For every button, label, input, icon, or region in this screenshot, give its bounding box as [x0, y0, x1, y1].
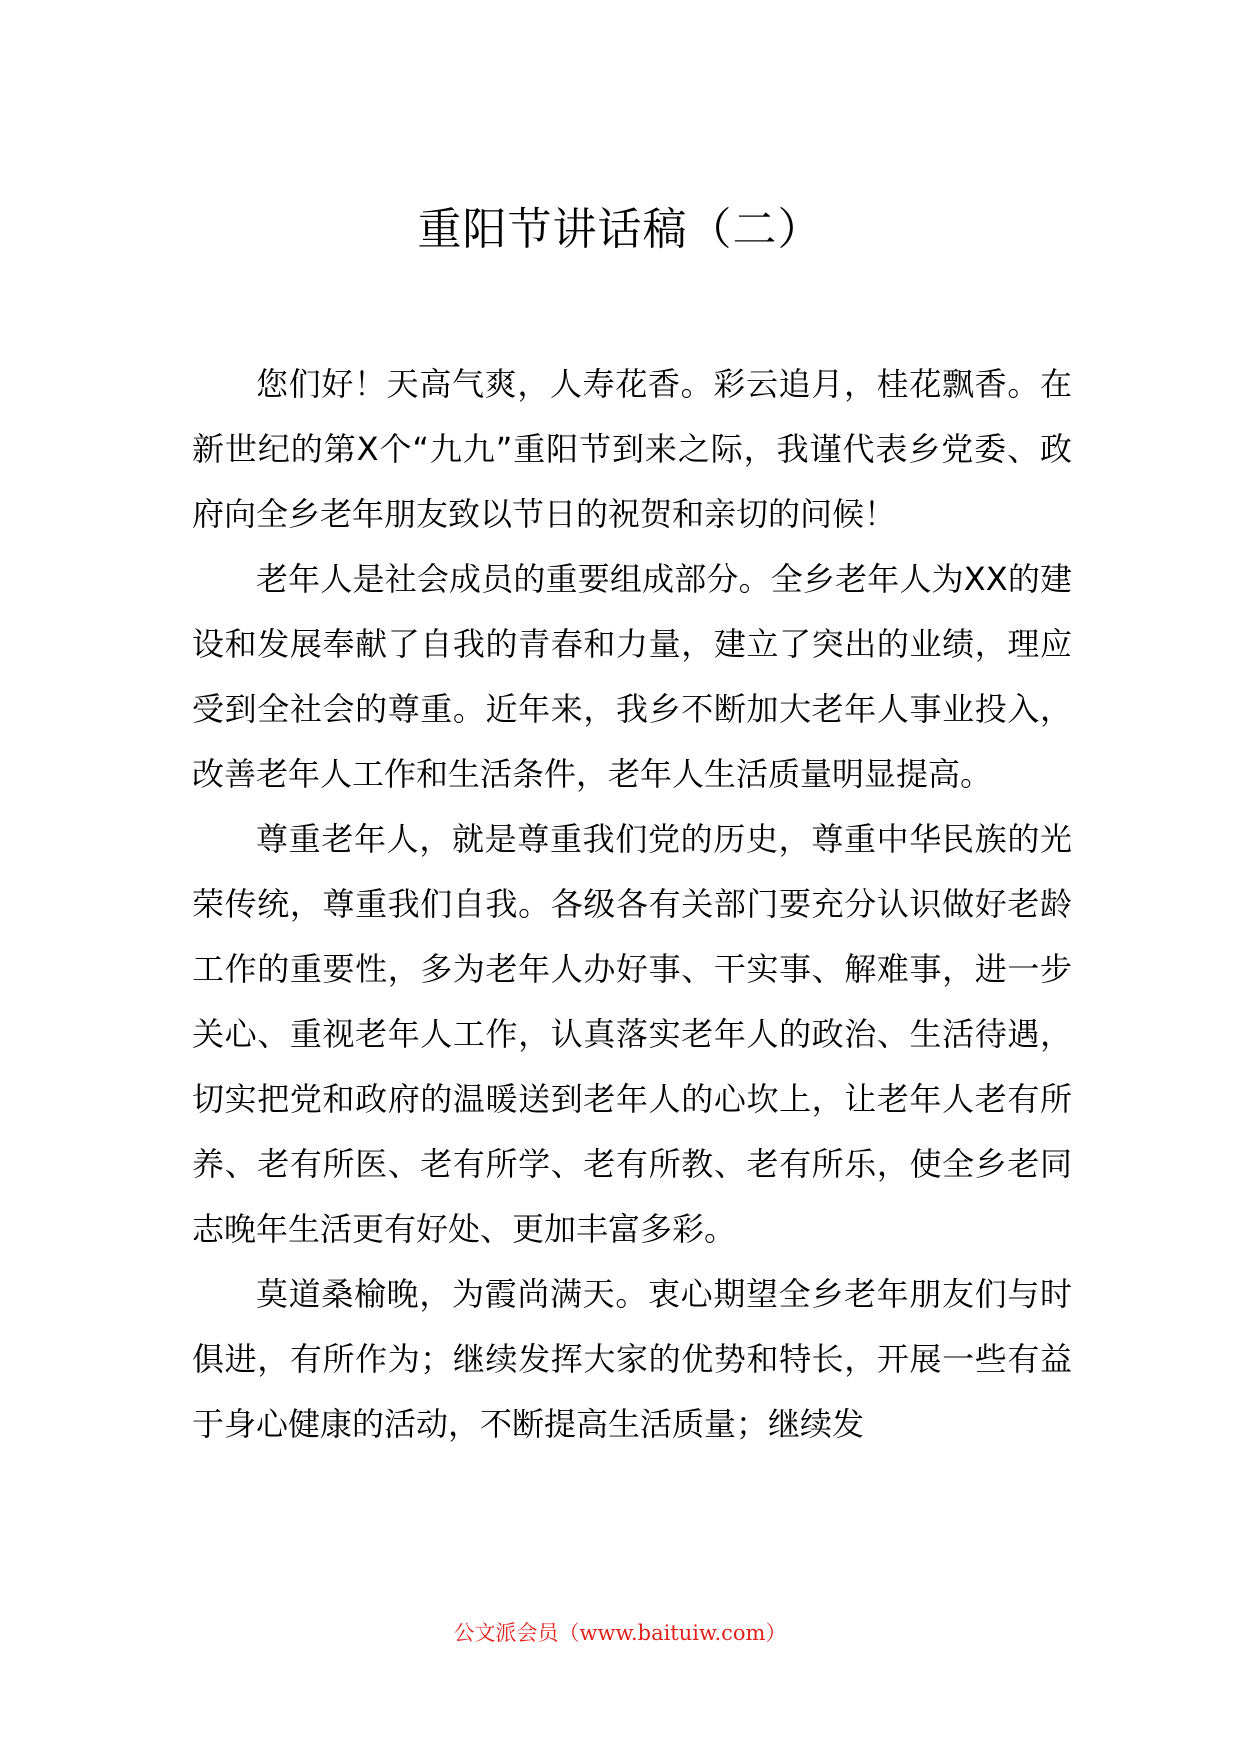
paragraph-3: 尊重老年人，就是尊重我们党的历史，尊重中华民族的光荣传统，尊重我们自我。各级各有关部门要充分认识做好老龄工作的重要性，多为老年人办好事、干实事、解难事，进一步关心、重视老年人工作，认真落实老年人的政治、生活待遇，切实把党和政府的温暖送到老年人的心坎上，让老年人老有所养、老有所医、老有所学、老有所教、老有所乐，使全乡老同志晚年生活更有好处、更加丰富多彩。 — [192, 820, 1072, 1248]
paragraph-1: 您们好！天高气爽，人寿花香。彩云追月，桂花飘香。在新世纪的第X个“九九”重阳节到来之际，我谨代表乡党委、政府向全乡老年朋友致以节日的祝贺和亲切的问候！ — [192, 365, 1072, 533]
paragraph-4: 莫道桑榆晚，为霞尚满天。衷心期望全乡老年朋友们与时俱进，有所作为；继续发挥大家的优势和特长，开展一些有益于身心健康的活动，不断提高生活质量；继续发 — [192, 1275, 1072, 1443]
footer-watermark-link[interactable]: 公文派会员（www.baituiw.com） — [453, 1621, 787, 1645]
paragraph-2: 老年人是社会成员的重要组成部分。全乡老年人为XX的建设和发展奉献了自我的青春和力量，建立了突出的业绩，理应受到全社会的尊重。近年来，我乡不断加大老年人事业投入，改善老年人工作和生活条件，老年人生活质量明显提高。 — [192, 560, 1072, 793]
document-title: 重阳节讲话稿（二） — [417, 204, 823, 255]
document-body — [192, 352, 1072, 1457]
